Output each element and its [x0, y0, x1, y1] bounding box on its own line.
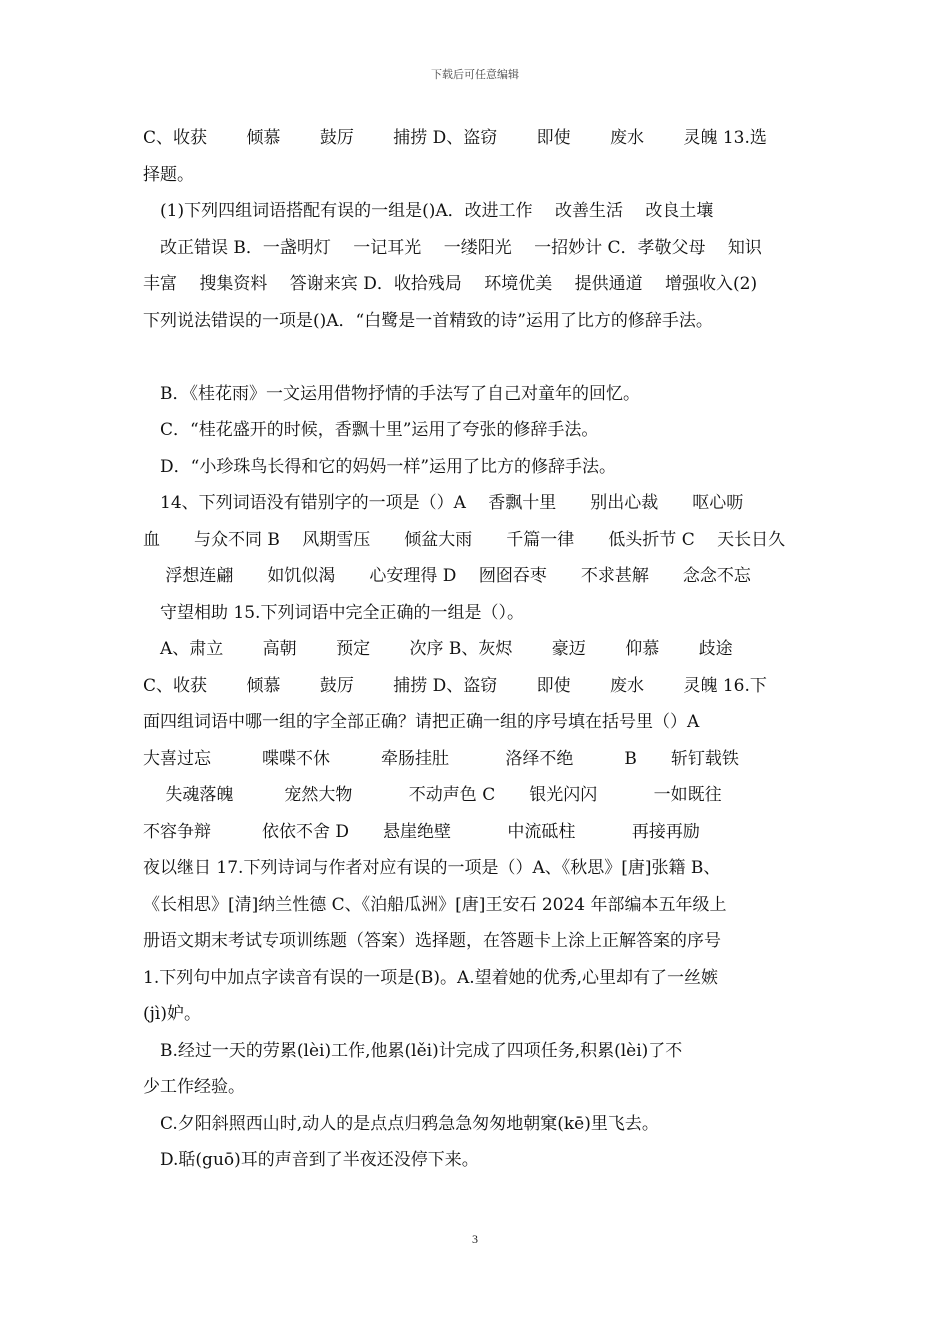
- text-line: 下列说法错误的一项是()A．“白鹭是一首精致的诗”运用了比方的修辞手法。: [143, 310, 713, 331]
- text-line: 14、下列词语没有错别字的一项是（）A 香飘十里 别出心裁 呕心呖: [143, 493, 744, 513]
- text-line: D.聒(guō)耳的声音到了半夜还没停下来。: [143, 1150, 479, 1170]
- text-line: C、收获 倾慕 鼓厉 捕捞 D、盗窃 即使 废水 灵魄 16.下: [143, 675, 767, 696]
- text-line: (1)下列四组词语搭配有误的一组是()A．改进工作 改善生活 改良土壤: [143, 201, 714, 221]
- text-line: C、收获 倾慕 鼓厉 捕捞 D、盗窃 即使 废水 灵魄 13.选: [143, 128, 767, 148]
- text-line: B.经过一天的劳累(lèi)工作,他累(lěi)计完成了四项任务,积累(lèi)了不: [143, 1040, 683, 1061]
- text-line: 丰富 搜集资料 答谢来宾 D．收拾残局 环境优美 提供通道 增强收入(2): [143, 274, 758, 294]
- text-line: 夜以继日 17.下列诗词与作者对应有误的一项是（）A、《秋思》[唐]张籍 B、: [143, 858, 721, 878]
- text-line: 浮想连翩 如饥似渴 心安理得 D 囫囵吞枣 不求甚解 念念不忘: [143, 566, 751, 586]
- text-line: 大喜过忘 喋喋不休 牵肠挂肚 洛绎不绝 B 斩钉载铁: [143, 748, 739, 769]
- text-line: 1.下列句中加点字读音有误的一项是(B)。A.望着她的优秀,心里却有了一丝嫉: [143, 967, 719, 988]
- text-line: C．“桂花盛开的时候，香飘十里”运用了夸张的修辞手法。: [143, 420, 599, 440]
- document-body: [143, 120, 809, 1179]
- text-line: 改正错误 B．一盏明灯 一记耳光 一缕阳光 一招妙计 C．孝敬父母 知识: [143, 237, 762, 258]
- text-line: 血 与众不同 B 风期雪压 倾盆大雨 千篇一律 低头折节 C 天长日久: [143, 529, 786, 550]
- text-line: D．“小珍珠鸟长得和它的妈妈一样”运用了比方的修辞手法。: [143, 456, 617, 477]
- text-line: C.夕阳斜照西山时,动人的是点点归鸦急急匆匆地朝窠(kē)里飞去。: [143, 1113, 659, 1134]
- text-line: 册语文期末考试专项训练题（答案）选择题，在答题卡上涂上正解答案的序号: [143, 931, 721, 951]
- blank-line: [143, 339, 809, 376]
- text-line: A、肃立 高朝 预定 次序 B、灰烬 豪迈 仰慕 歧途: [143, 639, 733, 659]
- page-header: 下载后可任意编辑: [431, 68, 519, 81]
- text-line: 失魂落魄 宠然大物 不动声色 C 银光闪闪 一如既往: [143, 785, 722, 805]
- text-line: B．《桂花雨》一文运用借物抒情的手法写了自己对童年的回忆。: [143, 383, 640, 404]
- text-line: 不容争辩 依依不舍 D 悬崖绝壁 中流砥柱 再接再励: [143, 821, 700, 842]
- text-line: 《长相思》[清]纳兰性德 C、《泊船瓜洲》[唐]王安石 2024 年部编本五年级上: [143, 894, 727, 915]
- text-line: 守望相助 15.下列词语中完全正确的一组是（）。: [143, 602, 524, 623]
- text-line: 少工作经验。: [143, 1077, 245, 1097]
- text-line: 面四组词语中哪一组的字全部正确？请把正确一组的序号填在括号里（）A: [143, 712, 700, 732]
- text-line: 择题。: [143, 164, 194, 185]
- text-line: (jì)妒。: [143, 1004, 201, 1024]
- page-number: 3: [472, 1232, 478, 1246]
